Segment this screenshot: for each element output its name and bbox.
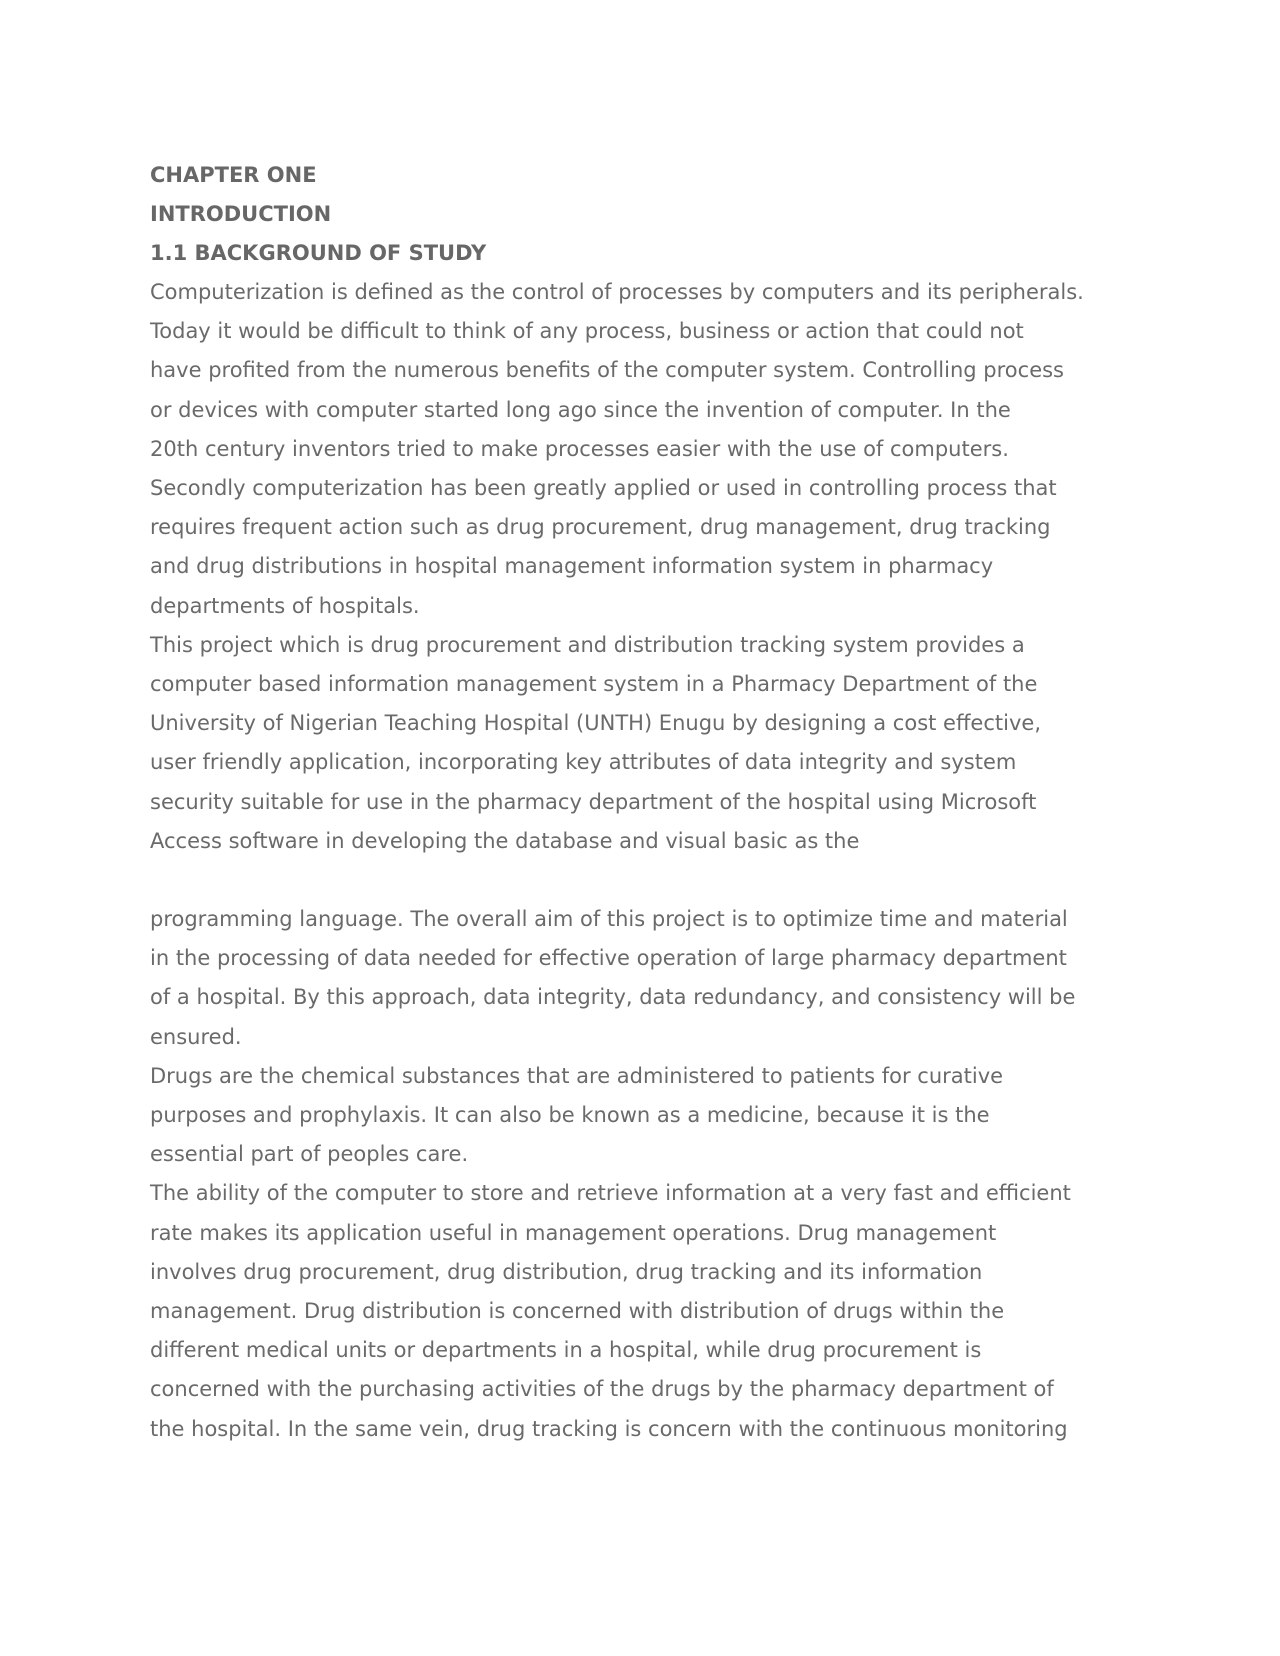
text-line: requires frequent action such as drug procurement, drug management, drug tracking: [150, 515, 1051, 540]
text-line: security suitable for use in the pharmacy department of the hospital using Microsoft: [150, 789, 1037, 814]
text-line: University of Nigerian Teaching Hospital (UNTH) Enugu by designing a cost effective,: [150, 711, 1041, 736]
text-line: departments of hospitals.: [150, 593, 420, 618]
text-line: computer based information management system in a Pharmacy Department of the: [150, 672, 1038, 697]
text-line: purposes and prophylaxis. It can also be known as a medicine, because it is the: [150, 1103, 990, 1128]
text-line: or devices with computer started long ago since the invention of computer. In the: [150, 397, 1011, 422]
text-line: The ability of the computer to store and retrieve information at a very fast and efficient: [150, 1181, 1071, 1206]
page-gap: [150, 861, 1150, 900]
text-line: This project which is drug procurement and distribution tracking system provides a: [150, 632, 1025, 657]
text-line: involves drug procurement, drug distribution, drug tracking and its information: [150, 1259, 983, 1284]
text-line: in the processing of data needed for effective operation of large pharmacy department: [150, 946, 1067, 971]
introduction-heading: INTRODUCTION: [150, 202, 332, 226]
text-line: of a hospital. By this approach, data integrity, data redundancy, and consistency will be: [150, 985, 1076, 1010]
text-line: essential part of peoples care.: [150, 1142, 469, 1167]
text-line: Drugs are the chemical substances that are administered to patients for curative: [150, 1063, 1004, 1088]
body-text-part-2: [150, 900, 1150, 1449]
text-line: have profited from the numerous benefits of the computer system. Controlling process: [150, 358, 1064, 383]
text-line: 20th century inventors tried to make processes easier with the use of computers.: [150, 436, 1009, 461]
text-line: Secondly computerization has been greatly applied or used in controlling process that: [150, 476, 1057, 501]
text-line: the hospital. In the same vein, drug tracking is concern with the continuous monitoring: [150, 1416, 1068, 1441]
text-line: user friendly application, incorporating key attributes of data integrity and system: [150, 750, 1017, 775]
text-line: concerned with the purchasing activities of the drugs by the pharmacy department of: [150, 1377, 1054, 1402]
chapter-heading: CHAPTER ONE: [150, 163, 317, 187]
text-line: Access software in developing the database and visual basic as the: [150, 828, 860, 853]
text-line: programming language. The overall aim of this project is to optimize time and material: [150, 907, 1068, 932]
text-line: ensured.: [150, 1024, 242, 1049]
text-line: and drug distributions in hospital management information system in pharmacy: [150, 554, 994, 579]
body-text-part-1: [150, 273, 1150, 861]
text-line: Today it would be difficult to think of any process, business or action that could not: [150, 319, 1024, 344]
text-line: different medical units or departments in a hospital, while drug procurement is: [150, 1338, 982, 1363]
text-line: rate makes its application useful in management operations. Drug management: [150, 1220, 997, 1245]
document-page: [150, 156, 1150, 1449]
text-line: management. Drug distribution is concerned with distribution of drugs within the: [150, 1299, 1005, 1324]
section-heading: 1.1 BACKGROUND OF STUDY: [150, 241, 487, 265]
text-line: Computerization is defined as the control of processes by computers and its peripherals.: [150, 280, 1084, 304]
